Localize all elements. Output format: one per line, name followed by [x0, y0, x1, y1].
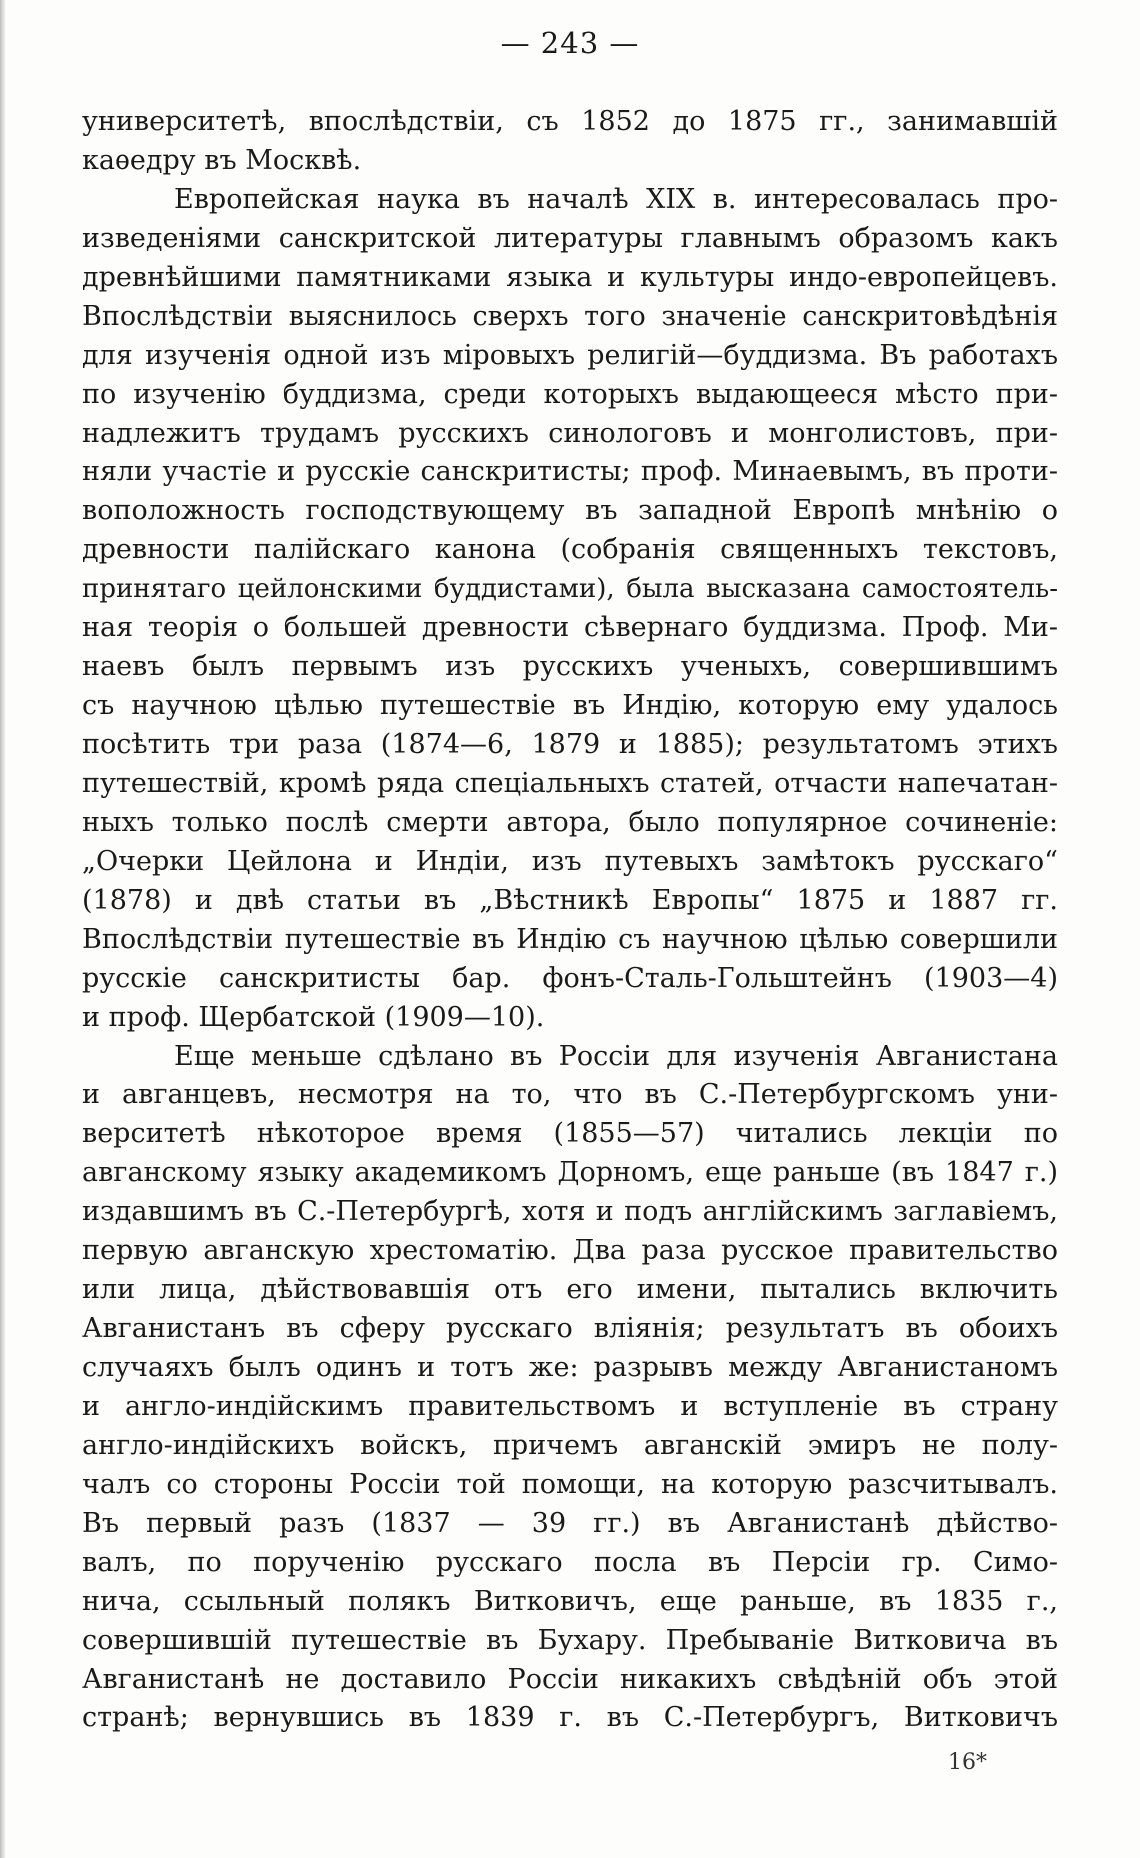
text-line: странѣ; вернувшись въ 1839 г. въ С.-Петербургъ, Витковичъ: [82, 1702, 1058, 1734]
text-line: валъ, по порученію русскаго посла въ Персіи гр. Симо-: [82, 1546, 1058, 1578]
text-line: для изученія одной изъ міровыхъ религій—буддизма. Въ работахъ: [82, 339, 1058, 371]
printer-signature-mark: 16*: [948, 1750, 987, 1775]
text-line: съ научною цѣлью путешествіе въ Индію, которую ему удалось: [82, 690, 1058, 722]
text-line: Въ первый разъ (1837 — 39 гг.) въ Авганистанѣ дѣйство-: [82, 1507, 1058, 1539]
text-line: Авганистанъ въ сферу русскаго вліянія; результатъ въ обоихъ: [82, 1313, 1058, 1345]
text-line: путешествій, кромѣ ряда спеціальныхъ статей, отчасти напечатан-: [82, 767, 1058, 799]
text-line: ныхъ только послѣ смерти автора, было популярное сочиненіе:: [82, 806, 1058, 838]
text-line: каѳедру въ Москвѣ.: [82, 144, 362, 176]
text-line: Впослѣдствіи выяснилось сверхъ того значеніе санскритовѣдѣнія: [82, 300, 1058, 332]
text-line: (1878) и двѣ статьи въ „Вѣстникѣ Европы“ 1875 и 1887 гг.: [82, 884, 1058, 916]
text-line: изведеніями санскритской литературы главнымъ образомъ какъ: [82, 222, 1058, 254]
text-line: Еще меньше сдѣлано въ Россіи для изученія Авганистана: [174, 1040, 1058, 1072]
text-line: университетѣ, впослѣдствіи, съ 1852 до 1875 гг., занимавшій: [82, 106, 1058, 137]
text-line: нича, ссыльный полякъ Витковичъ, еще раньше, въ 1835 г.,: [82, 1585, 1058, 1617]
text-line: совершившій путешествіе въ Бухару. Пребываніе Витковича въ: [82, 1624, 1058, 1656]
text-line: наевъ былъ первымъ изъ русскихъ ученыхъ, совершившимъ: [82, 651, 1058, 683]
body-text: [82, 103, 1058, 1738]
text-line: Впослѣдствіи путешествіе въ Индію съ научною цѣлью совершили: [82, 923, 1058, 955]
text-line: и проф. Щербатской (1909—10).: [82, 1001, 545, 1033]
text-line: принятаго цейлонскими буддистами), была высказана самостоятель-: [82, 574, 1058, 605]
text-line: воположность господствующему въ западной Европѣ мнѣнію о: [82, 495, 1058, 527]
text-line: Европейская наука въ началѣ XIX в. интересовалась про-: [174, 183, 1058, 215]
text-line: посѣтить три раза (1874—6, 1879 и 1885); результатомъ этихъ: [82, 729, 1058, 760]
text-line: няли участіе и русскіе санскритисты; проф. Минаевымъ, въ проти-: [82, 456, 1058, 488]
page-binding-edge: [0, 0, 6, 1858]
text-line: случаяхъ былъ одинъ и тотъ же: разрывъ между Авганистаномъ: [82, 1352, 1058, 1383]
text-line: древнѣйшими памятниками языка и культуры индо-европейцевъ.: [82, 261, 1058, 293]
text-line: чалъ со стороны Россіи той помощи, на которую разсчитывалъ.: [82, 1468, 1058, 1500]
text-line: Авганистанѣ не доставило Россіи никакихъ свѣдѣній объ этой: [82, 1663, 1058, 1695]
text-line: и англо-индійскимъ правительствомъ и вступленіе въ страну: [82, 1390, 1058, 1422]
text-line: русскіе санскритисты бар. фонъ-Сталь-Гольштейнъ (1903—4): [82, 962, 1058, 994]
text-line: англо-индійскихъ войскъ, причемъ авганскій эмиръ не полу-: [82, 1429, 1058, 1461]
text-line: по изученію буддизма, среди которыхъ выдающееся мѣсто при-: [82, 378, 1058, 410]
text-line: издавшимъ въ С.-Петербургѣ, хотя и подъ англійскимъ заглавіемъ,: [82, 1196, 1058, 1228]
text-line: или лица, дѣйствовавшія отъ его имени, пытались включить: [82, 1274, 1058, 1306]
page-number-header: — 243 —: [500, 26, 640, 60]
text-line: первую авганскую хрестоматію. Два раза русское правительство: [82, 1235, 1058, 1267]
text-line: древности палійскаго канона (собранія священныхъ текстовъ,: [82, 534, 1058, 566]
text-line: „Очерки Цейлона и Индіи, изъ путевыхъ замѣтокъ русскаго“: [82, 845, 1058, 877]
text-line: и авганцевъ, несмотря на то, что въ С.-Петербургскомъ уни-: [82, 1079, 1058, 1111]
text-line: верситетѣ нѣкоторое время (1855—57) читались лекціи по: [82, 1118, 1058, 1150]
text-line: надлежитъ трудамъ русскихъ синологовъ и монголистовъ, при-: [82, 417, 1058, 449]
text-line: авганскому языку академикомъ Дорномъ, еще раньше (въ 1847 г.): [82, 1157, 1058, 1189]
text-line: ная теорія о большей древности сѣвернаго буддизма. Проф. Ми-: [82, 612, 1058, 644]
